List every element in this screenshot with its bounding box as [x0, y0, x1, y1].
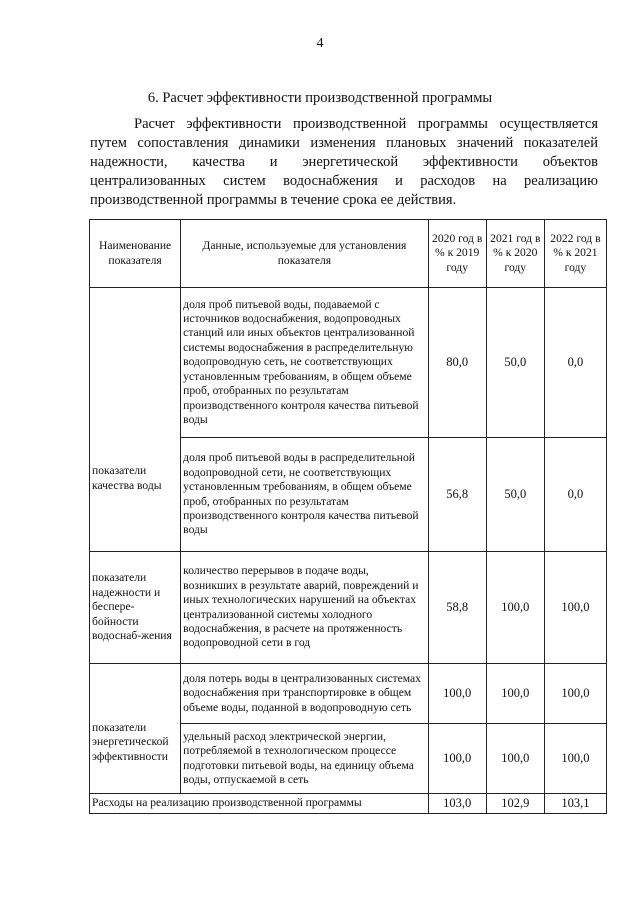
value-2020: 100,0 [428, 664, 486, 724]
table-row [90, 288, 607, 438]
value-2020: 58,8 [428, 552, 486, 664]
intro-paragraph: Расчет эффективности производственной программы осуществляется путем сопоставления динамики изменения плановых значений показателей надежности, качества и энергетической эффективности объектов централизованных систем водоснабжения и расходов на реализацию производственной программы в течение срока ее действия. [90, 116, 598, 208]
value-2020: 100,0 [428, 724, 486, 794]
header-2022: 2022 год в % к 2021 году [544, 220, 606, 288]
footer-2021: 102,9 [486, 794, 544, 814]
table-row [90, 664, 607, 724]
table-header-row [90, 220, 607, 288]
value-2021: 100,0 [486, 664, 544, 724]
value-2021: 50,0 [486, 438, 544, 552]
value-2022: 100,0 [544, 664, 606, 724]
footer-2022: 103,1 [544, 794, 606, 814]
row-desc: доля потерь воды в централизованных системах водоснабжения при транспортировке в общем объеме воды, поданной в водопроводную сеть [181, 664, 428, 724]
header-2021: 2021 год в % к 2020 году [486, 220, 544, 288]
row-desc: доля проб питьевой воды в распределительной водопроводной сети, не соответствующих установленным требованиям, в общем объеме проб, отобранных по результатам производственного контроля качества питьевой воды [181, 438, 428, 552]
value-2022: 0,0 [544, 438, 606, 552]
value-2021: 50,0 [486, 288, 544, 438]
value-2021: 100,0 [486, 552, 544, 664]
footer-label: Расходы на реализацию производственной программы [90, 794, 429, 814]
efficiency-table [89, 219, 607, 814]
group-quality: показатели качества воды [90, 288, 181, 552]
group-energy: показатели энергетической эффективности [90, 664, 181, 794]
table-row [90, 552, 607, 664]
table-footer-row [90, 794, 607, 814]
value-2020: 56,8 [428, 438, 486, 552]
value-2022: 100,0 [544, 724, 606, 794]
header-indicator-name: Наименование показателя [90, 220, 181, 288]
group-reliability: показатели надежности и беспере-бойности водоснаб-жения [90, 552, 181, 664]
section-heading: 6. Расчет эффективности производственной программы [147, 90, 493, 106]
header-data: Данные, используемые для установления показателя [181, 220, 428, 288]
header-2020: 2020 год в % к 2019 году [428, 220, 486, 288]
row-desc: удельный расход электрической энергии, потребляемой в технологическом процессе подготовки питьевой воды, на единицу объема воды, отпускаемой в сеть [181, 724, 428, 794]
value-2020: 80,0 [428, 288, 486, 438]
row-desc: доля проб питьевой воды, подаваемой с источников водоснабжения, водопроводных станций или иных объектов централизованной системы водоснабжения в распределительную водопроводную сеть, не соответствующих установленным требованиям, в общем объеме проб, отобранных по результатам производственного контроля качества питьевой воды [181, 288, 428, 438]
row-desc: количество перерывов в подаче воды, возникших в результате аварий, повреждений и иных технологических нарушений на объектах централизованной системы холодного водоснабжения, в расчете на протяженность водопроводной сети в год [181, 552, 428, 664]
footer-2020: 103,0 [428, 794, 486, 814]
value-2022: 100,0 [544, 552, 606, 664]
value-2022: 0,0 [544, 288, 606, 438]
page-number: 4 [316, 36, 324, 51]
value-2021: 100,0 [486, 724, 544, 794]
